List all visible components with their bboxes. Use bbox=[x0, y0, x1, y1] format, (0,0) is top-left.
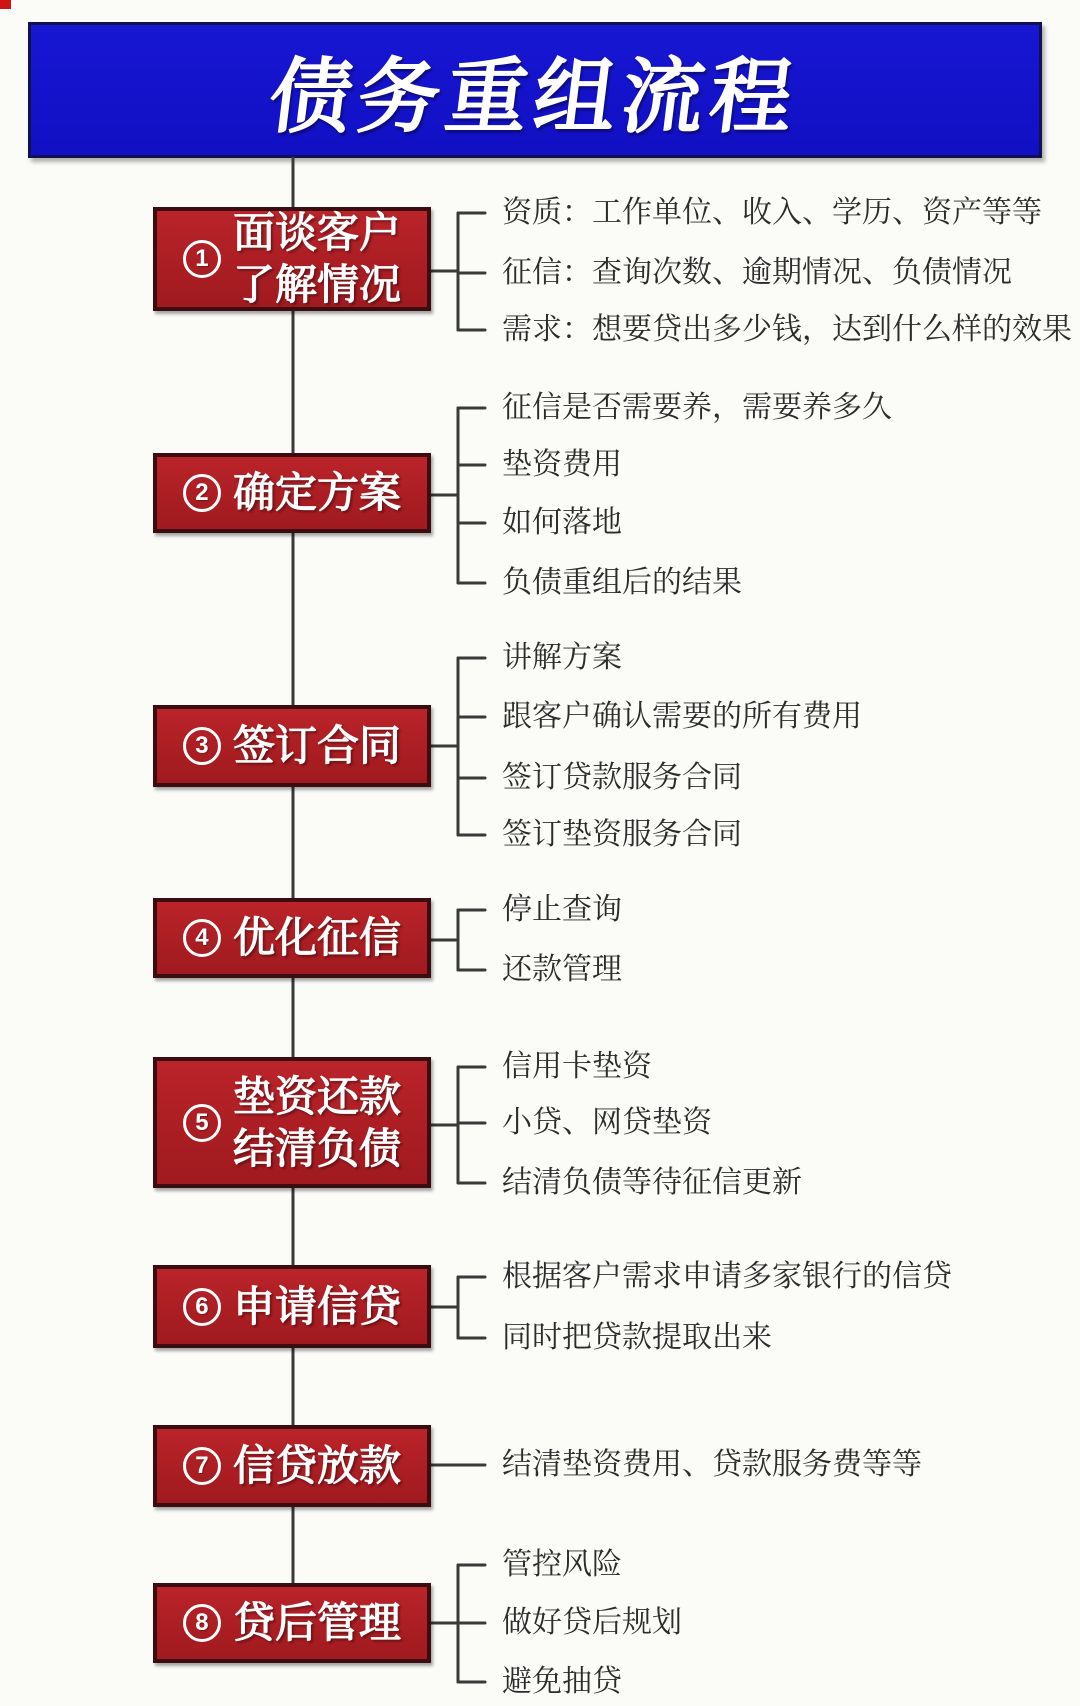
step-box-3 bbox=[153, 705, 431, 787]
step-title-line: 面谈客户 bbox=[232, 209, 401, 256]
step-number-badge: 6 bbox=[183, 1288, 221, 1326]
branch-item: 资质：工作单位、收入、学历、资产等等 bbox=[502, 196, 1042, 229]
step-number-badge: 7 bbox=[183, 1447, 221, 1485]
branch-item: 信用卡垫资 bbox=[502, 1050, 652, 1083]
step-title-line: 垫资还款 bbox=[232, 1072, 401, 1120]
branch-item: 结清负债等待征信更新 bbox=[502, 1166, 802, 1199]
step-title-line: 优化征信 bbox=[232, 914, 401, 961]
branch-item: 负债重组后的结果 bbox=[502, 566, 742, 599]
step-title-line: 信贷放款 bbox=[232, 1442, 401, 1489]
branch-item: 讲解方案 bbox=[502, 641, 622, 674]
branch-item: 征信是否需要养，需要养多久 bbox=[502, 391, 892, 424]
branch-item: 同时把贷款提取出来 bbox=[502, 1321, 772, 1354]
branch-item: 管控风险 bbox=[502, 1548, 622, 1581]
step-box-8 bbox=[153, 1583, 431, 1663]
step-box-7 bbox=[153, 1425, 431, 1507]
step-title-line: 确定方案 bbox=[232, 469, 401, 516]
branch-item: 还款管理 bbox=[502, 953, 622, 986]
step-title-line: 签订合同 bbox=[232, 722, 401, 769]
step-box-1 bbox=[153, 207, 431, 311]
step-number-badge: 2 bbox=[183, 474, 221, 512]
branch-item: 小贷、网贷垫资 bbox=[502, 1106, 712, 1139]
step-title bbox=[233, 1440, 401, 1492]
branch-item: 跟客户确认需要的所有费用 bbox=[502, 700, 862, 733]
branch-item: 垫资费用 bbox=[502, 448, 622, 481]
step-number-badge: 8 bbox=[183, 1604, 221, 1642]
step-title-line: 申请信贷 bbox=[232, 1282, 401, 1330]
step-number-badge: 5 bbox=[183, 1104, 221, 1142]
step-number-badge: 1 bbox=[183, 240, 221, 278]
step-title bbox=[233, 207, 401, 311]
step-number-badge: 4 bbox=[183, 919, 221, 957]
step-title-line: 结清负债 bbox=[232, 1124, 401, 1172]
branch-item: 如何落地 bbox=[502, 506, 622, 539]
step-title-line: 贷后管理 bbox=[232, 1599, 401, 1646]
branch-item: 签订贷款服务合同 bbox=[502, 761, 742, 794]
step-box-5 bbox=[153, 1057, 431, 1188]
step-box-2 bbox=[153, 453, 431, 533]
step-box-6 bbox=[153, 1265, 431, 1348]
page-title: 债务重组流程 bbox=[264, 51, 804, 143]
branch-item: 做好贷后规划 bbox=[502, 1606, 682, 1639]
step-title bbox=[233, 1597, 401, 1649]
step-title bbox=[233, 1071, 401, 1175]
branch-item: 需求：想要贷出多少钱，达到什么样的效果 bbox=[502, 313, 1072, 346]
step-title bbox=[233, 467, 401, 519]
step-title bbox=[233, 912, 401, 964]
step-title bbox=[233, 720, 401, 772]
branch-item: 征信：查询次数、逾期情况、负债情况 bbox=[502, 256, 1012, 289]
step-box-4 bbox=[153, 898, 431, 978]
step-title-line: 了解情况 bbox=[232, 261, 401, 308]
branch-item: 停止查询 bbox=[502, 893, 622, 926]
branch-item: 结清垫资费用、贷款服务费等等 bbox=[502, 1448, 922, 1481]
branch-item: 避免抽贷 bbox=[502, 1665, 622, 1698]
step-number-badge: 3 bbox=[183, 727, 221, 765]
branch-item: 根据客户需求申请多家银行的信贷 bbox=[502, 1260, 952, 1293]
step-title bbox=[233, 1281, 401, 1333]
branch-item: 签订垫资服务合同 bbox=[502, 818, 742, 851]
